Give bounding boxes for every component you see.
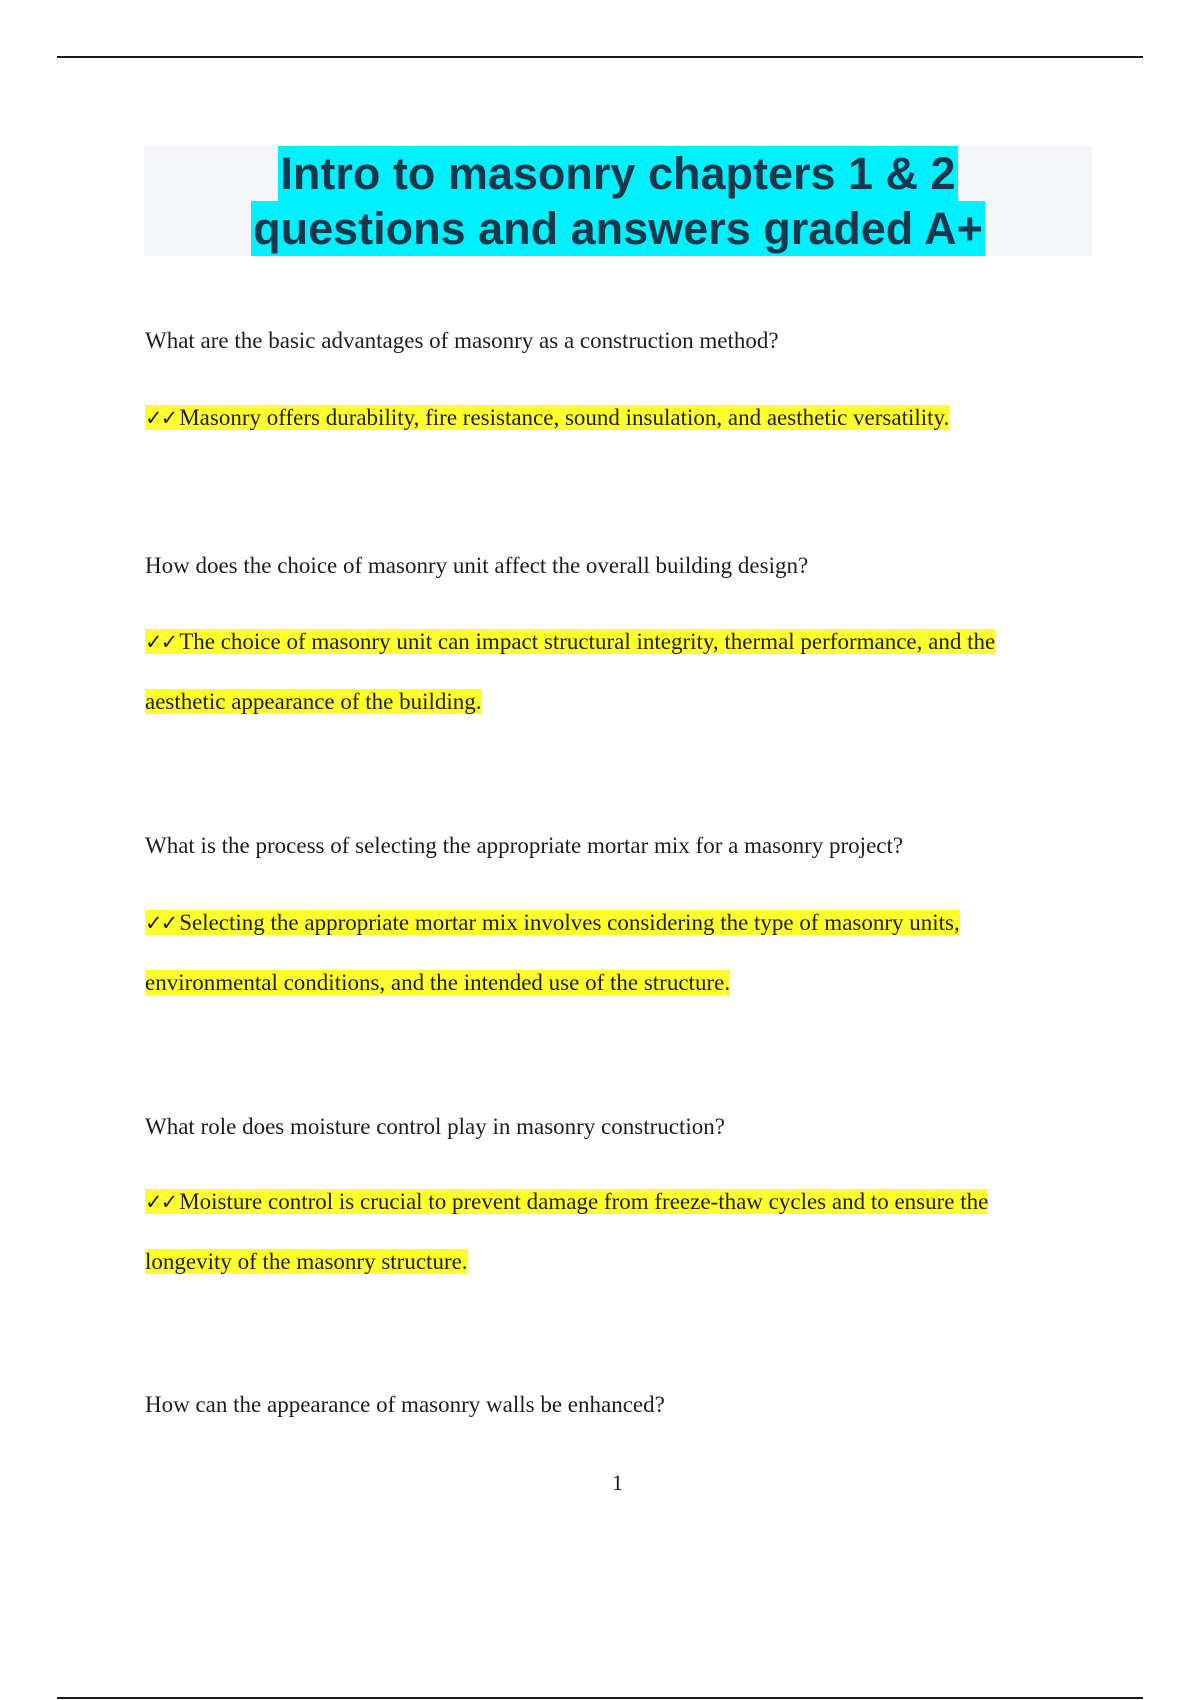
answer-2 [145,612,995,732]
answer-3 [145,893,960,1013]
title-line-1: Intro to masonry chapters 1 & 2 [280,148,956,199]
question-4: What role does moisture control play in masonry construction? [145,1114,725,1139]
page-number: 1 [612,1470,623,1495]
answer-1-line-1-highlight [145,405,949,430]
header-rule [57,56,1143,58]
checkmark-icon: ✓✓ [145,406,177,430]
checkmark-icon: ✓✓ [145,911,177,935]
answer-3-line-1: Selecting the appropriate mortar mix involves considering the type of masonry units, [179,910,960,935]
answer-4 [145,1172,988,1292]
answer-4-line-1: Moisture control is crucial to prevent damage from freeze-thaw cycles and to ensure the [179,1189,989,1214]
checkmark-icon: ✓✓ [145,1190,177,1214]
question-1: What are the basic advantages of masonry as a construction method? [145,328,779,353]
answer-3-line-2: environmental conditions, and the intended use of the structure. [145,970,731,995]
answer-4-line-1-highlight [145,1189,988,1214]
question-5: How can the appearance of masonry walls be enhanced? [145,1392,665,1417]
question-3: What is the process of selecting the appropriate mortar mix for a masonry project? [145,833,904,858]
answer-2-line-1: The choice of masonry unit can impact structural integrity, thermal performance, and the [179,629,996,654]
answer-3-line-1-highlight [145,910,960,935]
checkmark-icon: ✓✓ [145,630,177,654]
answer-1-line-1: Masonry offers durability, fire resistance, sound insulation, and aesthetic versatility. [179,405,950,430]
footer-rule [57,1697,1143,1699]
document-title [144,146,1092,256]
question-2: How does the choice of masonry unit affect the overall building design? [145,553,809,578]
answer-1 [145,388,949,448]
title-line-2: questions and answers graded A+ [253,203,983,254]
answer-2-line-2: aesthetic appearance of the building. [145,689,482,714]
answer-4-line-2: longevity of the masonry structure. [145,1249,468,1274]
answer-2-line-1-highlight [145,629,995,654]
